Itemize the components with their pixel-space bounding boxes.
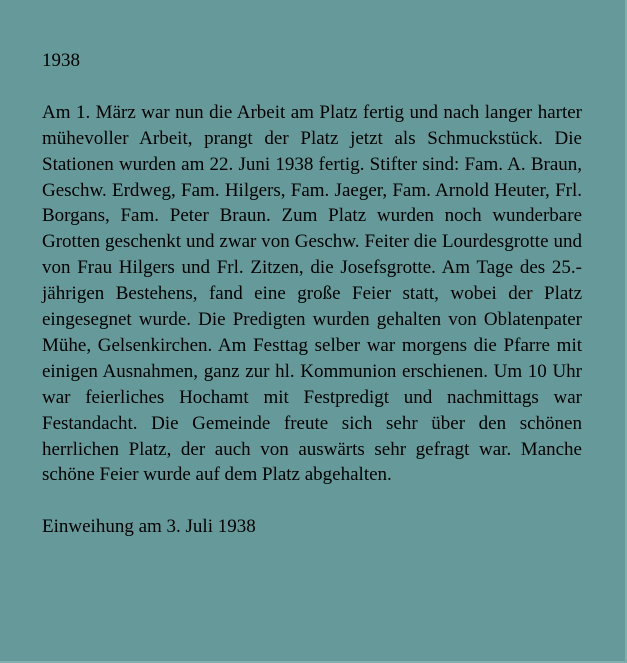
chronicle-paragraph: Am 1. März war nun die Arbeit am Platz fertig und nach langer harter mühevoller Arbeit, prangt der Platz jetzt als Schmuckstück. Die Stationen wurden am 22. Juni 1938 fertig. Stifter sind: Fam. A. Braun, Geschw. Erdweg, Fam. Hilgers, Fam. Jaeger, Fam. Arnold Heuter, Frl. Borgans, Fam. Peter Braun. Zum Platz wurden noch wunderbare Grotten geschenkt und zwar von Geschw. Feiter die Lourdesgrotte und von Frau Hilgers und Frl. Zitzen, die Josefsgrotte. Am Tage des 25.- jährigen Bestehens, fand eine große Feier statt, wobei der Platz eingesegnet wurde. Die Predigten wurden gehalten von Oblatenpater Mühe, Gelsenkirchen. Am Festtag selber war morgens die Pfarre mit einigen Ausnahmen, ganz zur hl. Kommunion erschienen. Um 10 Uhr war feierliches Hochamt mit Festpredigt und nachmittags war Festandacht. Die Gemeinde freute sich sehr über den schönen herrlichen Platz, der auch von auswärts sehr gefragt war. Manche schöne Feier wurde auf dem Platz abgehalten. bbox=[42, 101, 582, 486]
document-text-block bbox=[42, 48, 582, 540]
year-heading: 1938 bbox=[42, 50, 80, 71]
consecration-date-line: Einweihung am 3. Juli 1938 bbox=[42, 516, 256, 538]
